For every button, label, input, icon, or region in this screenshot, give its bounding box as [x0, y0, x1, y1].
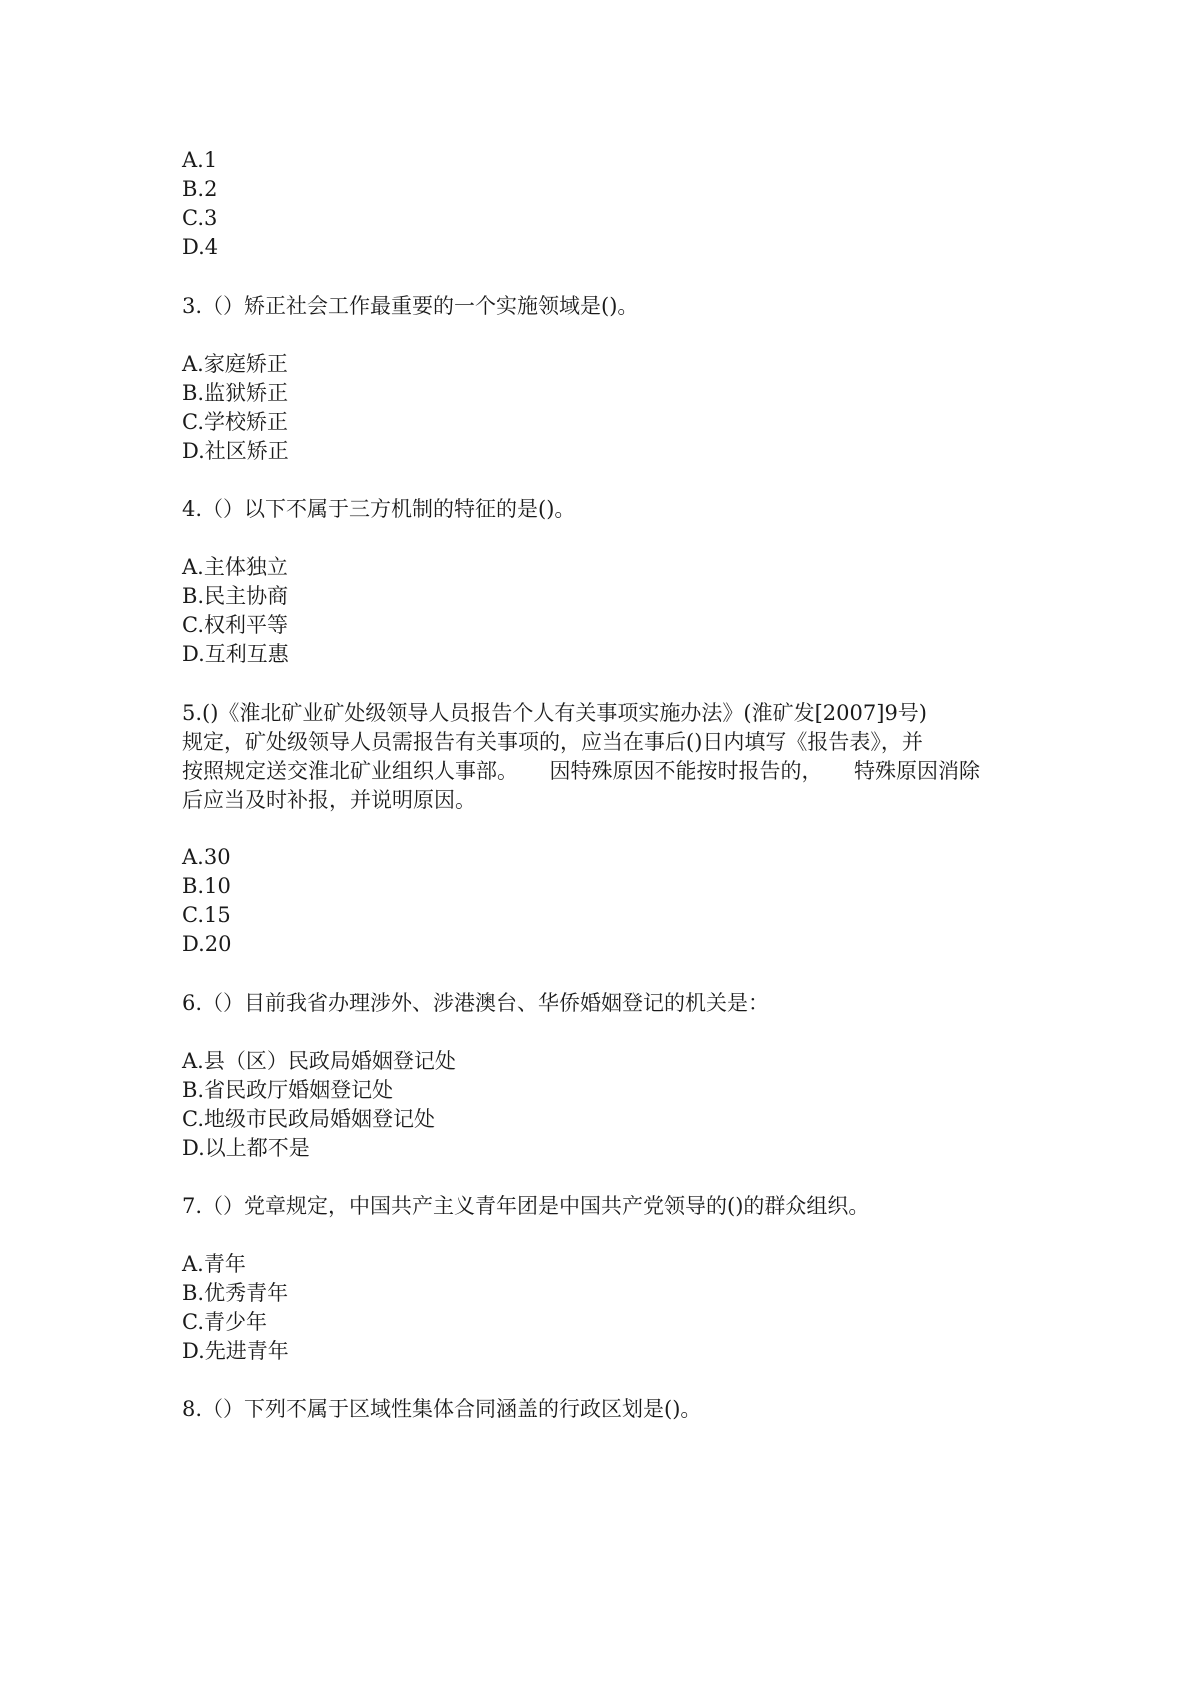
option-b: B.2	[182, 177, 218, 201]
question-5-option-c: C.15	[182, 903, 231, 927]
question-3-option-c: C.学校矫正	[182, 410, 288, 434]
question-5-stem-line-2: 规定，矿处级领导人员需报告有关事项的，应当在事后()日内填写《报告表》，并	[182, 730, 923, 754]
question-6-stem: 6.（）目前我省办理涉外、涉港澳台、华侨婚姻登记的机关是：	[182, 991, 770, 1015]
question-7-stem: 7.（）党章规定，中国共产主义青年团是中国共产党领导的()的群众组织。	[182, 1194, 870, 1218]
question-7-option-d: D.先进青年	[182, 1339, 289, 1363]
question-5-stem-line-4: 后应当及时补报，并说明原因。	[182, 788, 476, 812]
question-6-option-c: C.地级市民政局婚姻登记处	[182, 1107, 435, 1131]
question-4-stem: 4.（）以下不属于三方机制的特征的是()。	[182, 497, 576, 521]
option-d: D.4	[182, 235, 219, 259]
question-5-option-d: D.20	[182, 932, 232, 956]
question-4-option-b: B.民主协商	[182, 584, 289, 608]
question-3-option-d: D.社区矫正	[182, 439, 289, 463]
question-5-stem-line-3: 按照规定送交淮北矿业组织人事部。 因特殊原因不能按时报告的， 特殊原因消除	[182, 759, 980, 783]
question-6-option-d: D.以上都不是	[182, 1136, 310, 1160]
question-4-option-c: C.权利平等	[182, 613, 288, 637]
question-5-stem-line-1: 5.()《淮北矿业矿处级领导人员报告个人有关事项实施办法》(淮矿发[2007]9号)	[182, 701, 927, 725]
option-c: C.3	[182, 206, 218, 230]
question-3-option-b: B.监狱矫正	[182, 381, 289, 405]
question-6-option-b: B.省民政厅婚姻登记处	[182, 1078, 394, 1102]
question-4-option-a: A.主体独立	[182, 555, 288, 579]
question-3-option-a: A.家庭矫正	[182, 352, 288, 376]
question-7-option-a: A.青年	[182, 1252, 246, 1276]
question-4-option-d: D.互利互惠	[182, 642, 289, 666]
option-a: A.1	[182, 148, 218, 172]
question-5-option-a: A.30	[182, 845, 231, 869]
question-7-option-c: C.青少年	[182, 1310, 267, 1334]
question-3-stem: 3.（）矫正社会工作最重要的一个实施领域是()。	[182, 294, 639, 318]
question-5-option-b: B.10	[182, 874, 231, 898]
question-6-option-a: A.县（区）民政局婚姻登记处	[182, 1049, 456, 1073]
question-8-stem: 8.（）下列不属于区域性集体合同涵盖的行政区划是()。	[182, 1397, 702, 1421]
question-7-option-b: B.优秀青年	[182, 1281, 289, 1305]
